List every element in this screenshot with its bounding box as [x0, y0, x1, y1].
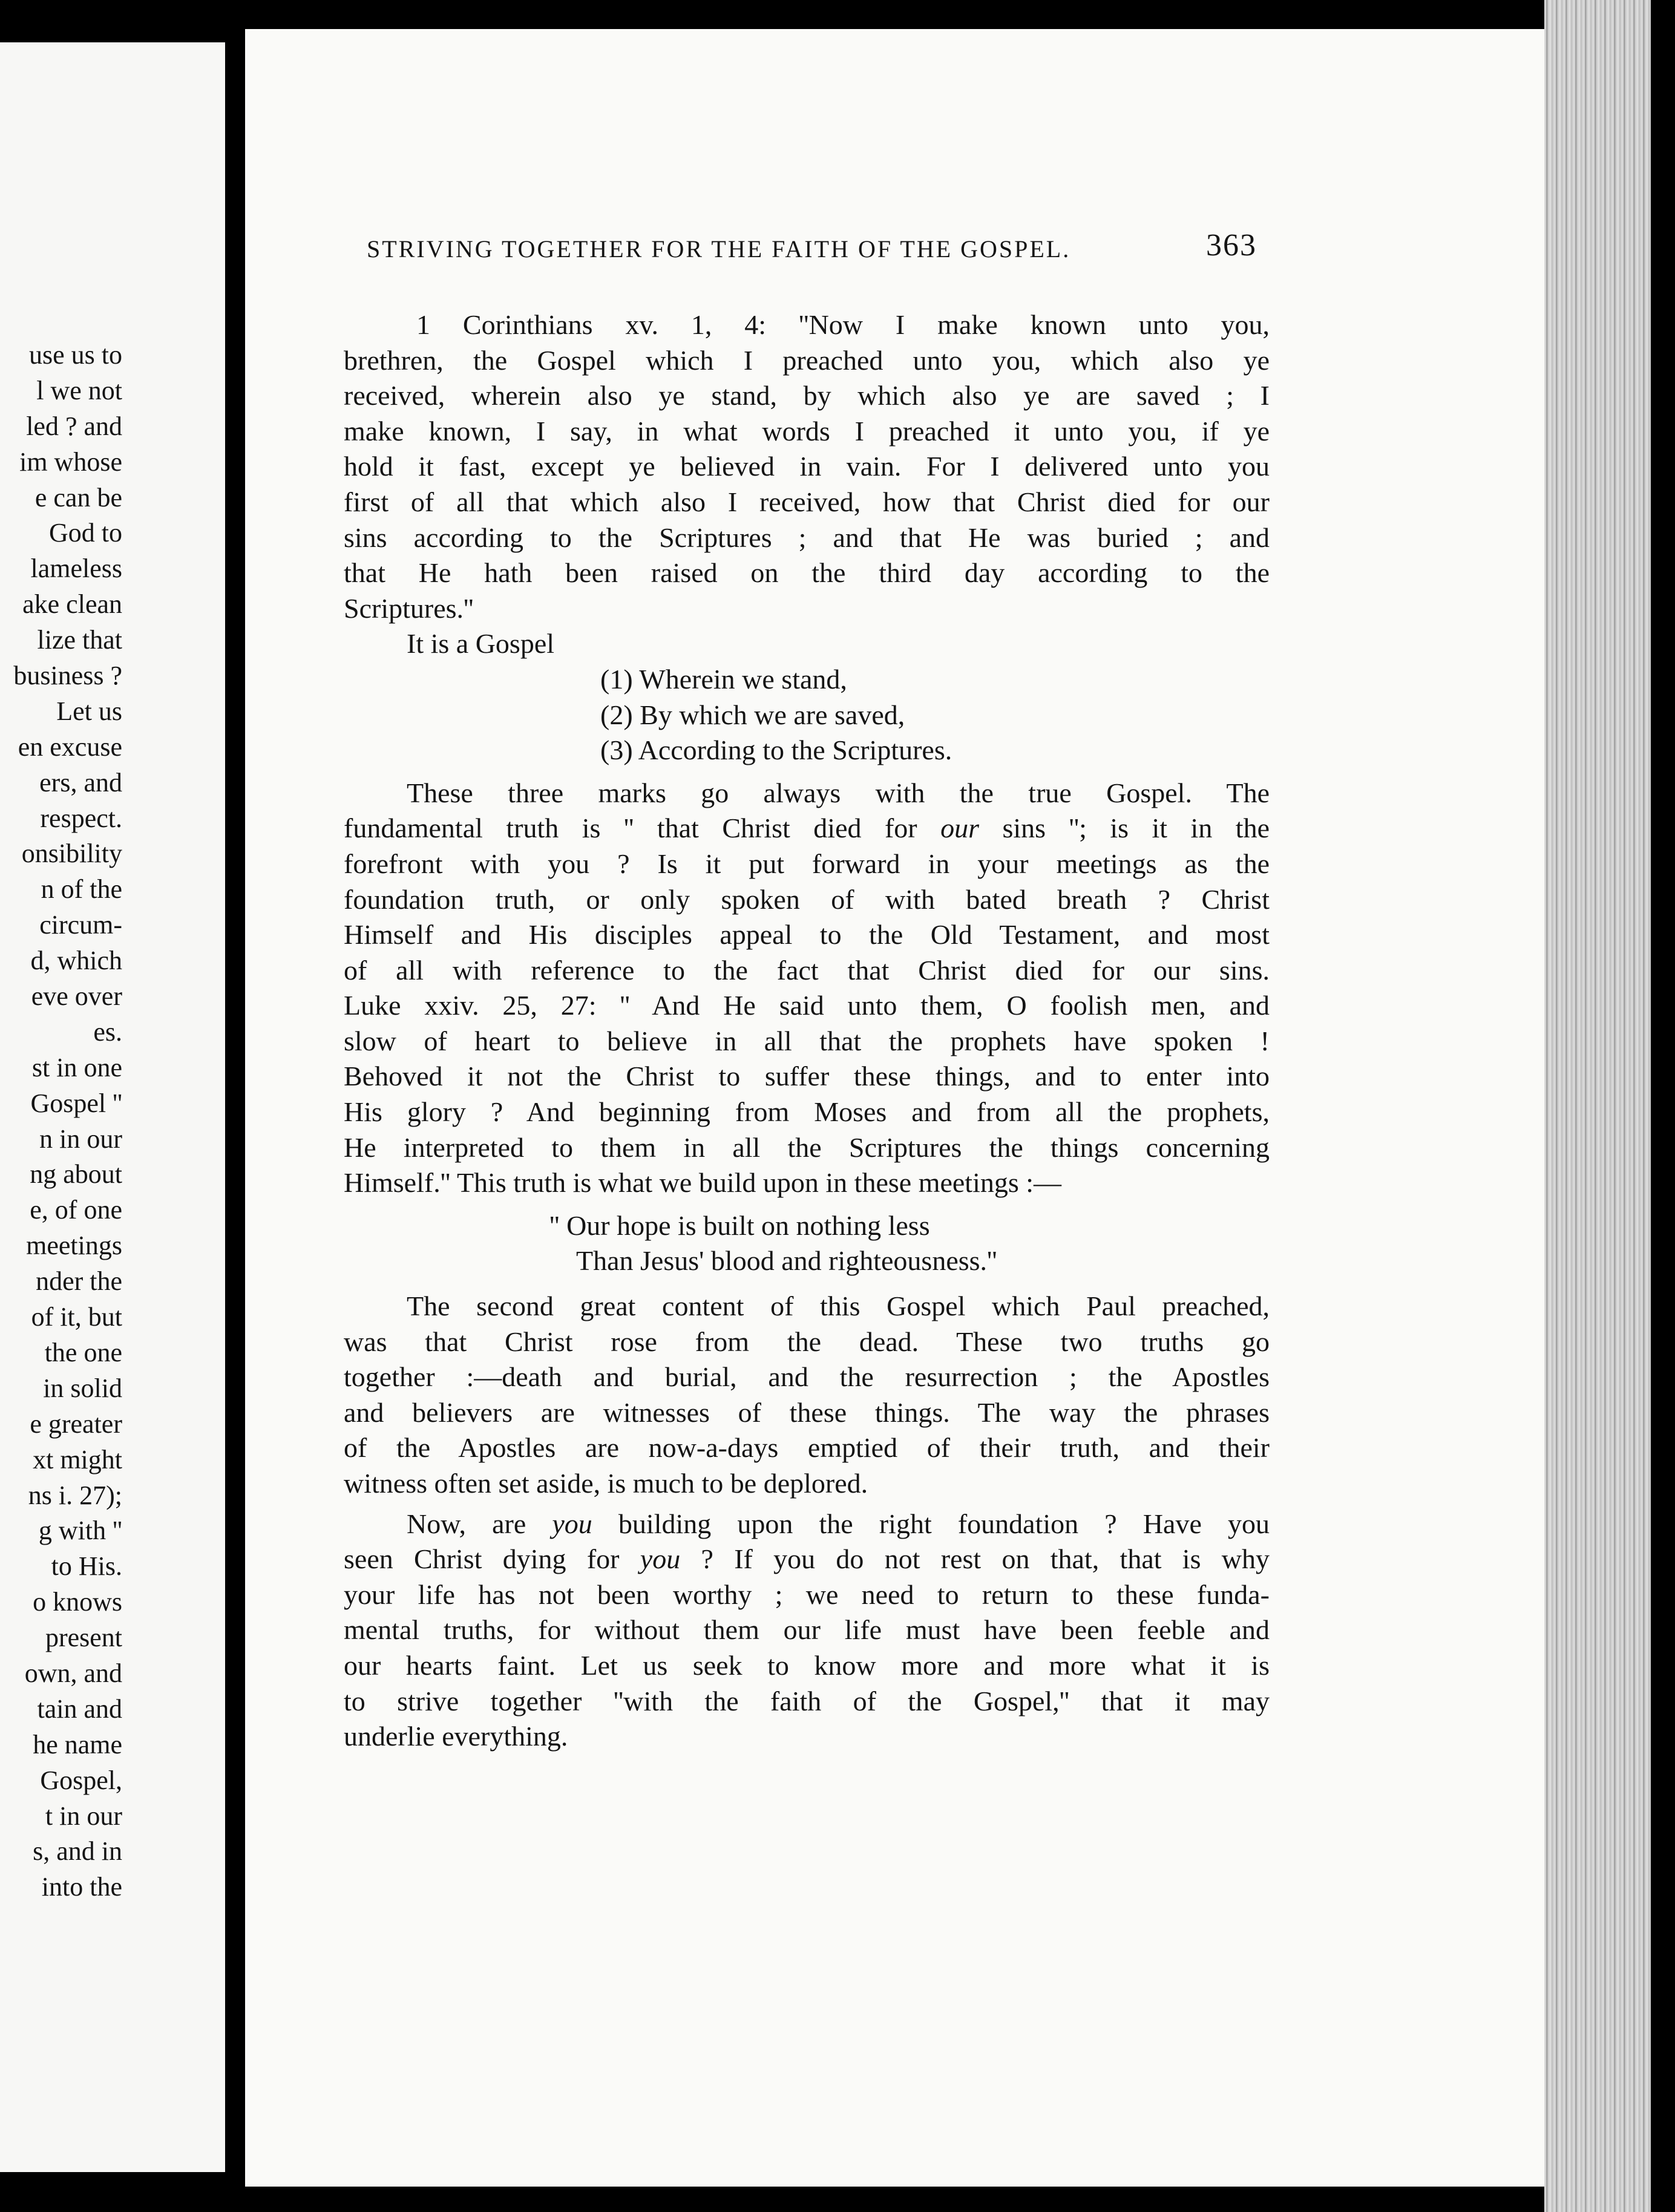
gospel-list-item: (1) Wherein we stand, [600, 663, 847, 695]
left-line: e can be [34, 482, 122, 512]
hymn-quote-line: '' Our hope is built on nothing less [549, 1209, 930, 1241]
text-line [344, 1507, 1270, 1542]
left-line: t in our [45, 1801, 122, 1831]
text-line: forefront with you ? Is it put forward in your meetings as the [344, 848, 1270, 879]
left-page-text [13, 338, 122, 1905]
running-header-title: STRIVING TOGETHER FOR THE FAITH OF THE GOSPEL. [367, 235, 1071, 263]
text-line: and believers are witnesses of these things. The way the phrases [344, 1396, 1270, 1428]
left-line: nder the [36, 1266, 122, 1297]
text-line: our hearts faint. Let us seek to know more and more what it is [344, 1649, 1270, 1681]
text-line: These three marks go always with the true Gospel. The [407, 777, 1270, 808]
text-line: together :—death and burial, and the resurrection ; the Apostles [344, 1361, 1270, 1393]
left-page-fragment [0, 42, 225, 2172]
left-line: l we not [36, 375, 122, 405]
text-line: mental truths, for without them our life must have been feeble and [344, 1614, 1270, 1646]
text-line: Behoved it not the Christ to suffer these things, and to enter into [344, 1061, 1270, 1092]
text-line: of the Apostles are now-a-days emptied of their truth, and their [344, 1432, 1270, 1464]
gospel-list-item: (2) By which we are saved, [600, 699, 905, 730]
left-line: lameless [30, 554, 122, 584]
left-line: im whose [19, 447, 122, 477]
left-line: n in our [39, 1124, 122, 1154]
text-line: of all with reference to the fact that Christ died for our sins. [344, 954, 1270, 986]
text-line: your life has not been worthy ; we need to return to these funda- [344, 1579, 1270, 1610]
left-line: tain and [37, 1693, 122, 1724]
text-line: Scriptures.'' [344, 592, 474, 624]
left-line: g with '' [38, 1516, 122, 1546]
left-line: ake clean [22, 589, 122, 620]
text-run: fundamental truth is '' that Christ died for [344, 813, 941, 844]
left-line: lize that [37, 625, 122, 655]
left-line: business ? [13, 661, 122, 691]
left-line: to His. [51, 1551, 122, 1582]
left-line: Gospel, [40, 1765, 122, 1795]
left-line: onsibility [21, 839, 122, 869]
text-line: slow of heart to believe in all that the prophets have spoken ! [344, 1025, 1270, 1056]
text-run: Now, are [407, 1508, 552, 1539]
left-line: en excuse [18, 731, 122, 762]
text-run: building upon the right foundation ? Have you [592, 1508, 1270, 1539]
text-line: was that Christ rose from the dead. These two truths go [344, 1326, 1270, 1357]
text-line: make known, I say, in what words I preached it unto you, if ye [344, 415, 1270, 447]
left-line: led ? and [26, 411, 122, 441]
left-line: ns i. 27); [28, 1480, 122, 1510]
left-line: ers, and [39, 767, 122, 797]
page-number: 363 [1206, 228, 1257, 263]
left-line: st in one [31, 1052, 122, 1082]
running-header [367, 235, 1262, 263]
text-line: Luke xxiv. 25, 27: '' And He said unto them, O foolish men, and [344, 990, 1270, 1021]
emphasis: you [640, 1543, 681, 1575]
left-line: Gospel '' [30, 1088, 122, 1118]
left-line: e, of one [30, 1195, 122, 1225]
text-line: His glory ? And beginning from Moses and from all the prophets, [344, 1096, 1270, 1128]
text-line: witness often set aside, is much to be deplored. [344, 1468, 868, 1499]
text-line: received, wherein also ye stand, by which also ye are saved ; I [344, 380, 1270, 411]
left-line: present [45, 1623, 122, 1653]
stacked-page-edges [1544, 0, 1675, 2212]
hymn-quote-line: Than Jesus' blood and righteousness.'' [576, 1245, 997, 1277]
gospel-list-item: (3) According to the Scriptures. [600, 735, 952, 766]
left-line: o knows [33, 1587, 122, 1617]
text-line: underlie everything. [344, 1721, 568, 1752]
text-line: to strive together ''with the faith of the Gospel,'' that it may [344, 1685, 1270, 1716]
left-line: Let us [56, 696, 122, 726]
text-line: 1 Corinthians xv. 1, 4: ''Now I make known unto you, [416, 309, 1270, 340]
text-line: first of all that which also I received, how that Christ died for our [344, 486, 1270, 517]
left-line: d, which [30, 946, 122, 976]
emphasis: you [552, 1508, 592, 1539]
text-line: The second great content of this Gospel which Paul preached, [407, 1291, 1270, 1322]
text-line: that He hath been raised on the third day according to the [344, 557, 1270, 589]
left-line: xt might [33, 1444, 122, 1474]
gospel-intro: It is a Gospel [407, 628, 555, 659]
left-line: respect. [40, 803, 122, 833]
text-line: foundation truth, or only spoken of with bated breath ? Christ [344, 883, 1270, 915]
left-line: in solid [43, 1373, 122, 1403]
left-line: n of the [41, 874, 122, 905]
left-line: eve over [31, 981, 122, 1012]
text-line: sins according to the Scriptures ; and that He was buried ; and [344, 522, 1270, 553]
emphasis: our [940, 813, 979, 844]
left-line: circum- [39, 910, 122, 940]
left-line: into the [41, 1872, 122, 1902]
left-line: e greater [30, 1409, 122, 1439]
book-gutter [225, 0, 245, 2212]
left-line: es. [93, 1016, 122, 1047]
left-line: he name [33, 1729, 122, 1759]
text-line: Himself and His disciples appeal to the Old Testament, and most [344, 919, 1270, 951]
text-run: sins ''; is it in the [979, 813, 1270, 844]
page-body [344, 307, 1270, 1755]
left-line: use us to [29, 340, 122, 370]
left-line: ng about [30, 1159, 122, 1189]
left-line: own, and [24, 1658, 122, 1688]
left-line: meetings [26, 1231, 122, 1261]
text-line: hold it fast, except ye believed in vain. For I delivered unto you [344, 451, 1270, 482]
text-line: brethren, the Gospel which I preached unto you, which also ye [344, 344, 1270, 376]
left-line: s, and in [33, 1836, 122, 1867]
text-line: He interpreted to them in all the Scriptures the things concerning [344, 1131, 1270, 1163]
text-run: ? If you do not rest on that, that is why [680, 1543, 1270, 1575]
text-run: seen Christ dying for [344, 1543, 640, 1575]
left-line: of it, but [31, 1302, 122, 1332]
text-line [344, 811, 1270, 846]
text-line: Himself.'' This truth is what we build upon in these meetings :— [344, 1167, 1062, 1199]
left-line: the one [44, 1337, 122, 1367]
left-line: God to [49, 518, 122, 548]
text-line [344, 1542, 1270, 1577]
